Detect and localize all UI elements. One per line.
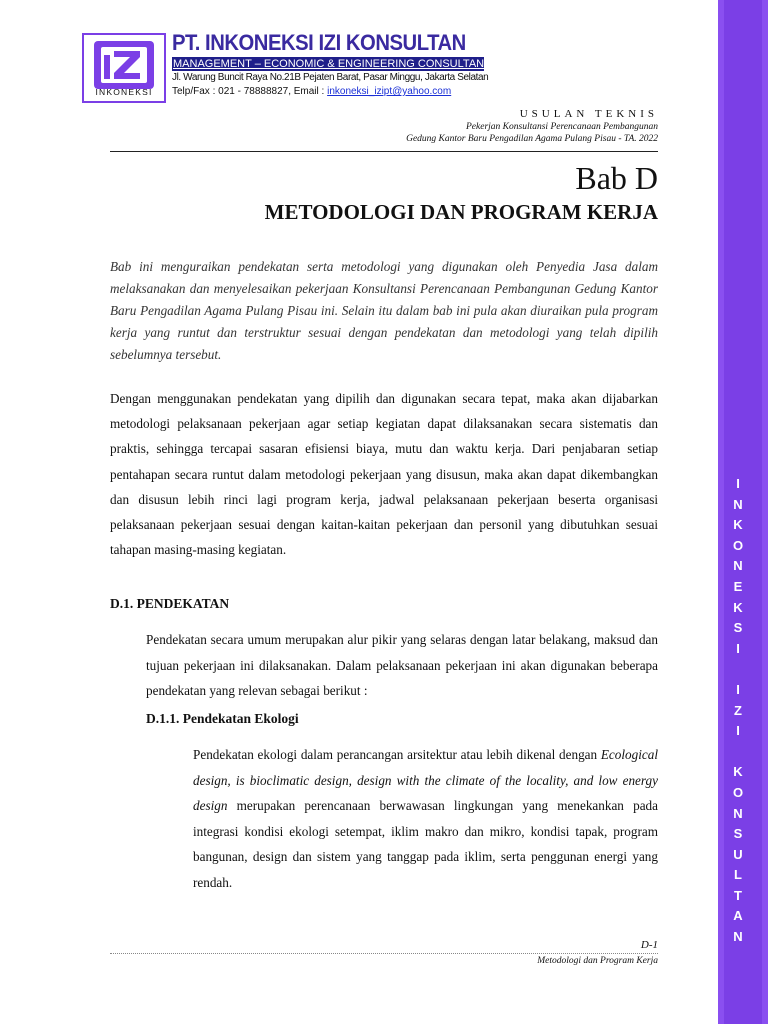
chapter-intro: Bab ini menguraikan pendekatan serta metodologi yang digunakan oleh Penyedia Jasa dalam melaksanakan dan menyelesaikan pekerjaan Konsultansi Perencanaan Pembangunan Gedung Kantor Baru Pengadilan Agama Pulang Pisau ini. Selain itu dalam bab ini pula akan diuraikan pula program kerja yang runtut dan terstruktur sesuai dengan pendekatan dan metodologi yang telah dipilih sebelumnya tersebut. <box>110 259 658 362</box>
side-bar-letter: I <box>736 681 740 697</box>
section-paragraph: Pendekatan secara umum merupakan alur pikir yang selaras dengan latar belakang, maksud dan tujuan pekerjaan ini dilaksanakan. Dalam pelaksanaan pekerjaan ini akan digunakan beberapa pendekatan yang relevan sebagai berikut : <box>146 632 658 698</box>
side-bar-letter: N <box>733 929 743 945</box>
company-name: PT. INKONEKSI IZI KONSULTAN <box>172 30 466 55</box>
body-paragraph: Dengan menggunakan pendekatan yang dipilih dan digunakan secara tepat, maka akan dijabarkan metodologi pelaksanaan pekerjaan agar setiap kegiatan dapat dilaksanakan secara sistematis dan praktis, sehingga tercapai sasaran efisiensi biaya, mutu dan waktu kerja. Dari penjabaran setiap pentahapan secara runtut dalam metodologi pekerjaan yang disusun, maka akan dapat dikembangkan dan disusun lebih rinci lagi program kerja, jadwal pelaksanaan pekerjaan beserta organisasi pelaksanaan pekerjaan sesuai dengan kaitan-kaitan pekerjaan dan personil yang dibutuhkan sesuai tahapan masing-masing kegiatan. <box>110 391 658 558</box>
subsection-heading: D.1.1. Pendekatan Ekologi <box>146 711 299 726</box>
side-bar-letter <box>736 659 740 680</box>
footer-divider <box>110 953 658 954</box>
page-number: D-1 <box>640 939 658 951</box>
logo-text: INKONEKSI <box>95 87 153 97</box>
chapter-number: Bab D <box>575 160 658 196</box>
side-bar-letter: K <box>733 599 743 615</box>
side-bar-letter: I <box>736 476 740 491</box>
header-divider <box>110 151 658 152</box>
side-bar-letter: I <box>736 640 740 656</box>
document-subtitle-1: Pekerjan Konsultansi Perencanaan Pembangunan <box>466 122 658 132</box>
logo-emblem-icon <box>92 39 156 91</box>
company-address: Jl. Warung Buncit Raya No.21B Pejaten Barat, Pasar Minggu, Jakarta Selatan <box>172 72 489 83</box>
section-heading: D.1. PENDEKATAN <box>110 596 230 611</box>
footer-title: Metodologi dan Program Kerja <box>537 956 658 966</box>
side-bar-letter: A <box>733 908 743 924</box>
document-subtitle-2: Gedung Kantor Baru Pengadilan Agama Pulang Pisau - TA. 2022 <box>406 134 658 144</box>
chapter-title: METODOLOGI DAN PROGRAM KERJA <box>264 200 658 224</box>
side-bar-letter: N <box>733 496 743 512</box>
side-bar-letter: I <box>736 723 740 739</box>
side-bar-letter: K <box>733 517 743 533</box>
subsection-text-italic: Ecological design, is bioclimatic design, design with the climate of the locality, and low energy design <box>193 747 658 813</box>
side-bar-letter: O <box>732 784 744 800</box>
subsection-paragraph <box>193 742 658 895</box>
side-bar-lettering <box>718 474 758 948</box>
contact-prefix: Telp/Fax : 021 - 78888827, Email : <box>172 86 328 97</box>
company-tagline: MANAGEMENT – ECONOMIC & ENGINEERING CONSULTANT <box>173 58 491 70</box>
company-contact <box>172 86 451 97</box>
side-bar-letter: O <box>732 537 744 553</box>
side-bar-letter: L <box>734 867 742 883</box>
side-bar-letter: N <box>733 558 743 574</box>
side-bar-letter: E <box>733 578 743 594</box>
side-bar-letter <box>736 742 740 763</box>
company-logo <box>82 33 166 103</box>
side-bar-letter: N <box>733 805 743 821</box>
side-bar-letter: U <box>733 846 743 862</box>
side-bar-letter: K <box>733 764 743 780</box>
subsection-text-end: merupakan perencanaan berwawasan lingkungan yang menekankan pada integrasi kondisi ekologi setempat, iklim makro dan mikro, kondisi tapak, program bangunan, design dan sistem yang tanggap pada iklim, serta penggunan energi yang rendah. <box>193 798 658 890</box>
document-type: USULAN TEKNIS <box>519 108 658 120</box>
side-bar-letter: Z <box>734 702 742 718</box>
subsection-text-start: Pendekatan ekologi dalam perancangan arsitektur atau lebih dikenal dengan <box>193 747 601 762</box>
email-link[interactable]: inkoneksi_izipt@yahoo.com <box>327 86 452 97</box>
side-bar-letter: T <box>734 887 742 903</box>
side-bar-letter: S <box>733 826 743 842</box>
side-bar-letter: S <box>733 620 743 636</box>
